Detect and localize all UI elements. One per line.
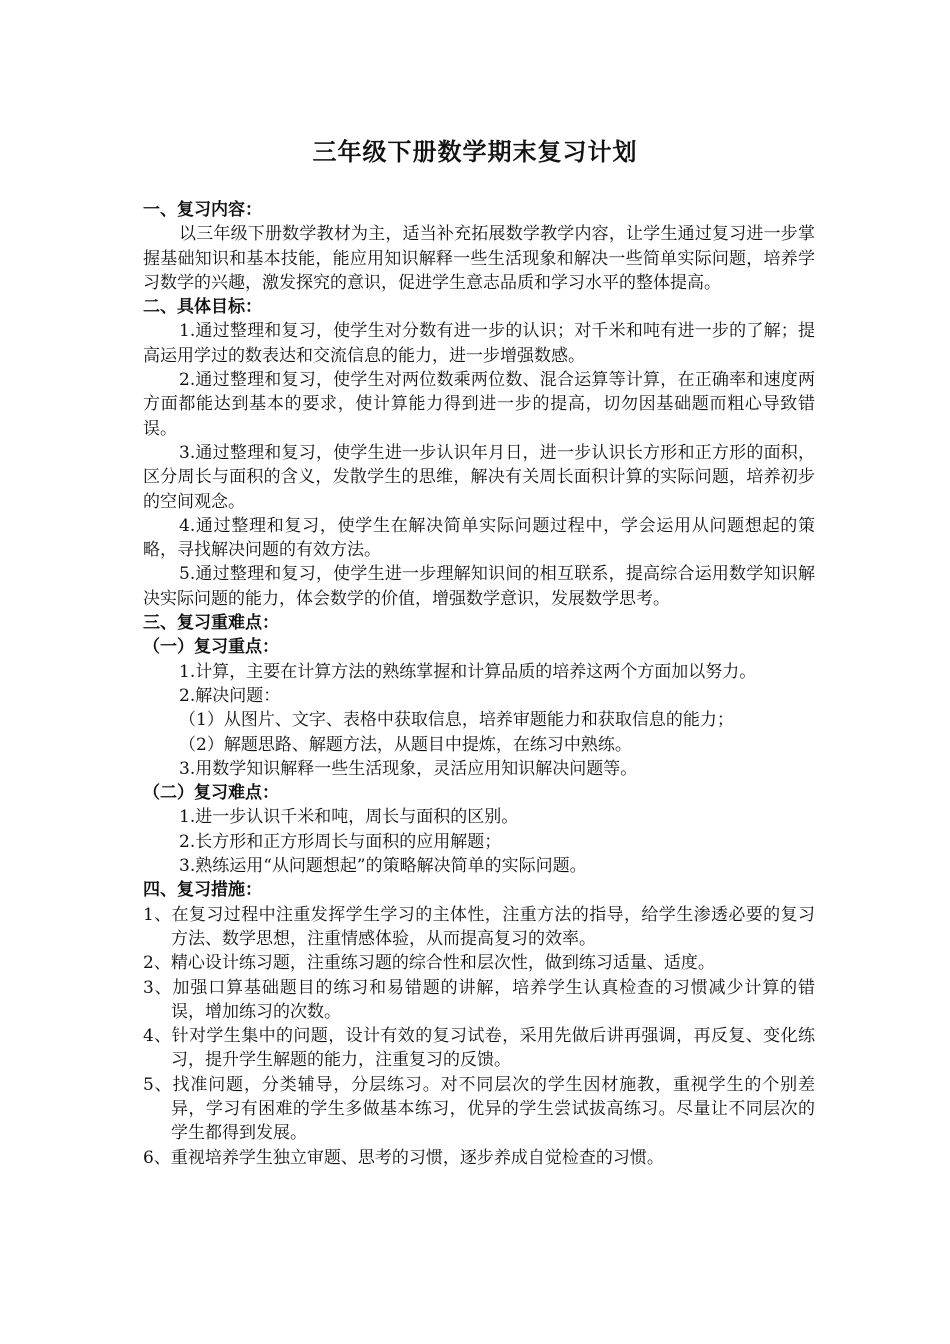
goal-item: 2.通过整理和复习，使学生对两位数乘两位数、混合运算等计算，在正确率和速度两方面都能达到基本的要求，使计算能力得到进一步的提高，切勿因基础题而粗心导致错误。 bbox=[143, 370, 815, 439]
subheading-focus: （一）复习重点： bbox=[143, 637, 279, 658]
difficult-item: 3.熟练运用“从问题想起”的策略解决简单的实际问题。 bbox=[179, 856, 587, 877]
goal-item: 1.通过整理和复习，使学生对分数有进一步的认识；对千米和吨有进一步的了解；提高运用学过的数表达和交流信息的能力，进一步增强数感。 bbox=[143, 321, 815, 366]
goal-item: 5.通过整理和复习，使学生进一步理解知识间的相互联系，提高综合运用数学知识解决实际问题的能力，体会数学的价值，增强数学意识，发展数学思考。 bbox=[143, 564, 815, 609]
goal-item: 3.通过整理和复习，使学生进一步认识年月日，进一步认识长方形和正方形的面积，区分周长与面积的含义，发散学生的思维，解决有关周长面积计算的实际问题，培养初步的空间观念。 bbox=[143, 442, 815, 512]
page-title: 三年级下册数学期末复习计划 bbox=[312, 137, 638, 166]
goal-item: 4.通过整理和复习，使学生在解决简单实际问题过程中，学会运用从问题想起的策略，寻找解决问题的有效方法。 bbox=[143, 515, 815, 561]
subheading-difficult: （二）复习难点： bbox=[143, 783, 279, 804]
measure-item: 1、在复习过程中注重发挥学生学习的主体性，注重方法的指导，给学生渗透必要的复习方法、数学思想，注重情感体验，从而提高复习的效率。 bbox=[143, 904, 815, 949]
difficult-item: 2.长方形和正方形周长与面积的应用解题； bbox=[179, 831, 502, 852]
focus-item: 3.用数学知识解释一些生活现象，灵活应用知识解决问题等。 bbox=[179, 758, 638, 779]
focus-item: 2.解决问题： bbox=[179, 685, 281, 706]
section-heading-key-points: 三、复习重难点： bbox=[143, 613, 279, 634]
focus-item: 1.计算，主要在计算方法的熟练掌握和计算品质的培养这两个方面加以努力。 bbox=[179, 661, 757, 682]
section-heading-content: 一、复习内容： bbox=[143, 200, 262, 220]
measure-item: 2、精心设计练习题，注重练习题的综合性和层次性，做到练习适量、适度。 bbox=[143, 953, 715, 974]
focus-item: （2）解题思路、解题方法，从题目中提炼，在练习中熟练。 bbox=[179, 734, 632, 755]
measure-item: 5、找准问题，分类辅导，分层练习。对不同层次的学生因材施教，重视学生的个别差异，学习有困难的学生多做基本练习，优异的学生尝试拔高练习。尽量让不同层次的学生都得到发展。 bbox=[143, 1074, 815, 1144]
section-heading-measures: 四、复习措施： bbox=[143, 880, 262, 901]
focus-item: （1）从图片、文字、表格中获取信息，培养审题能力和获取信息的能力； bbox=[179, 710, 734, 731]
section-heading-goals: 二、具体目标： bbox=[143, 297, 262, 318]
measure-item: 6、重视培养学生独立审题、思考的习惯，逐步养成自觉检查的习惯。 bbox=[143, 1147, 664, 1168]
difficult-item: 1.进一步认识千米和吨，周长与面积的区别。 bbox=[179, 807, 519, 828]
measure-item: 4、针对学生集中的问题，设计有效的复习试卷，采用先做后讲再强调，再反复、变化练习，提升学生解题的能力，注重复习的反馈。 bbox=[143, 1026, 815, 1071]
document-body bbox=[143, 198, 815, 1170]
paragraph-content: 以三年级下册数学教材为主，适当补充拓展数学教学内容，让学生通过复习进一步掌握基础知识和基本技能，能应用知识解释一些生活现象和解决一些简单实际问题，培养学习数学的兴趣，激发探究的意识，促进学生意志品质和学习水平的整体提高。 bbox=[143, 224, 815, 293]
measure-item: 3、加强口算基础题目的练习和易错题的讲解，培养学生认真检查的习惯减少计算的错误，增加练习的次数。 bbox=[143, 977, 815, 1022]
